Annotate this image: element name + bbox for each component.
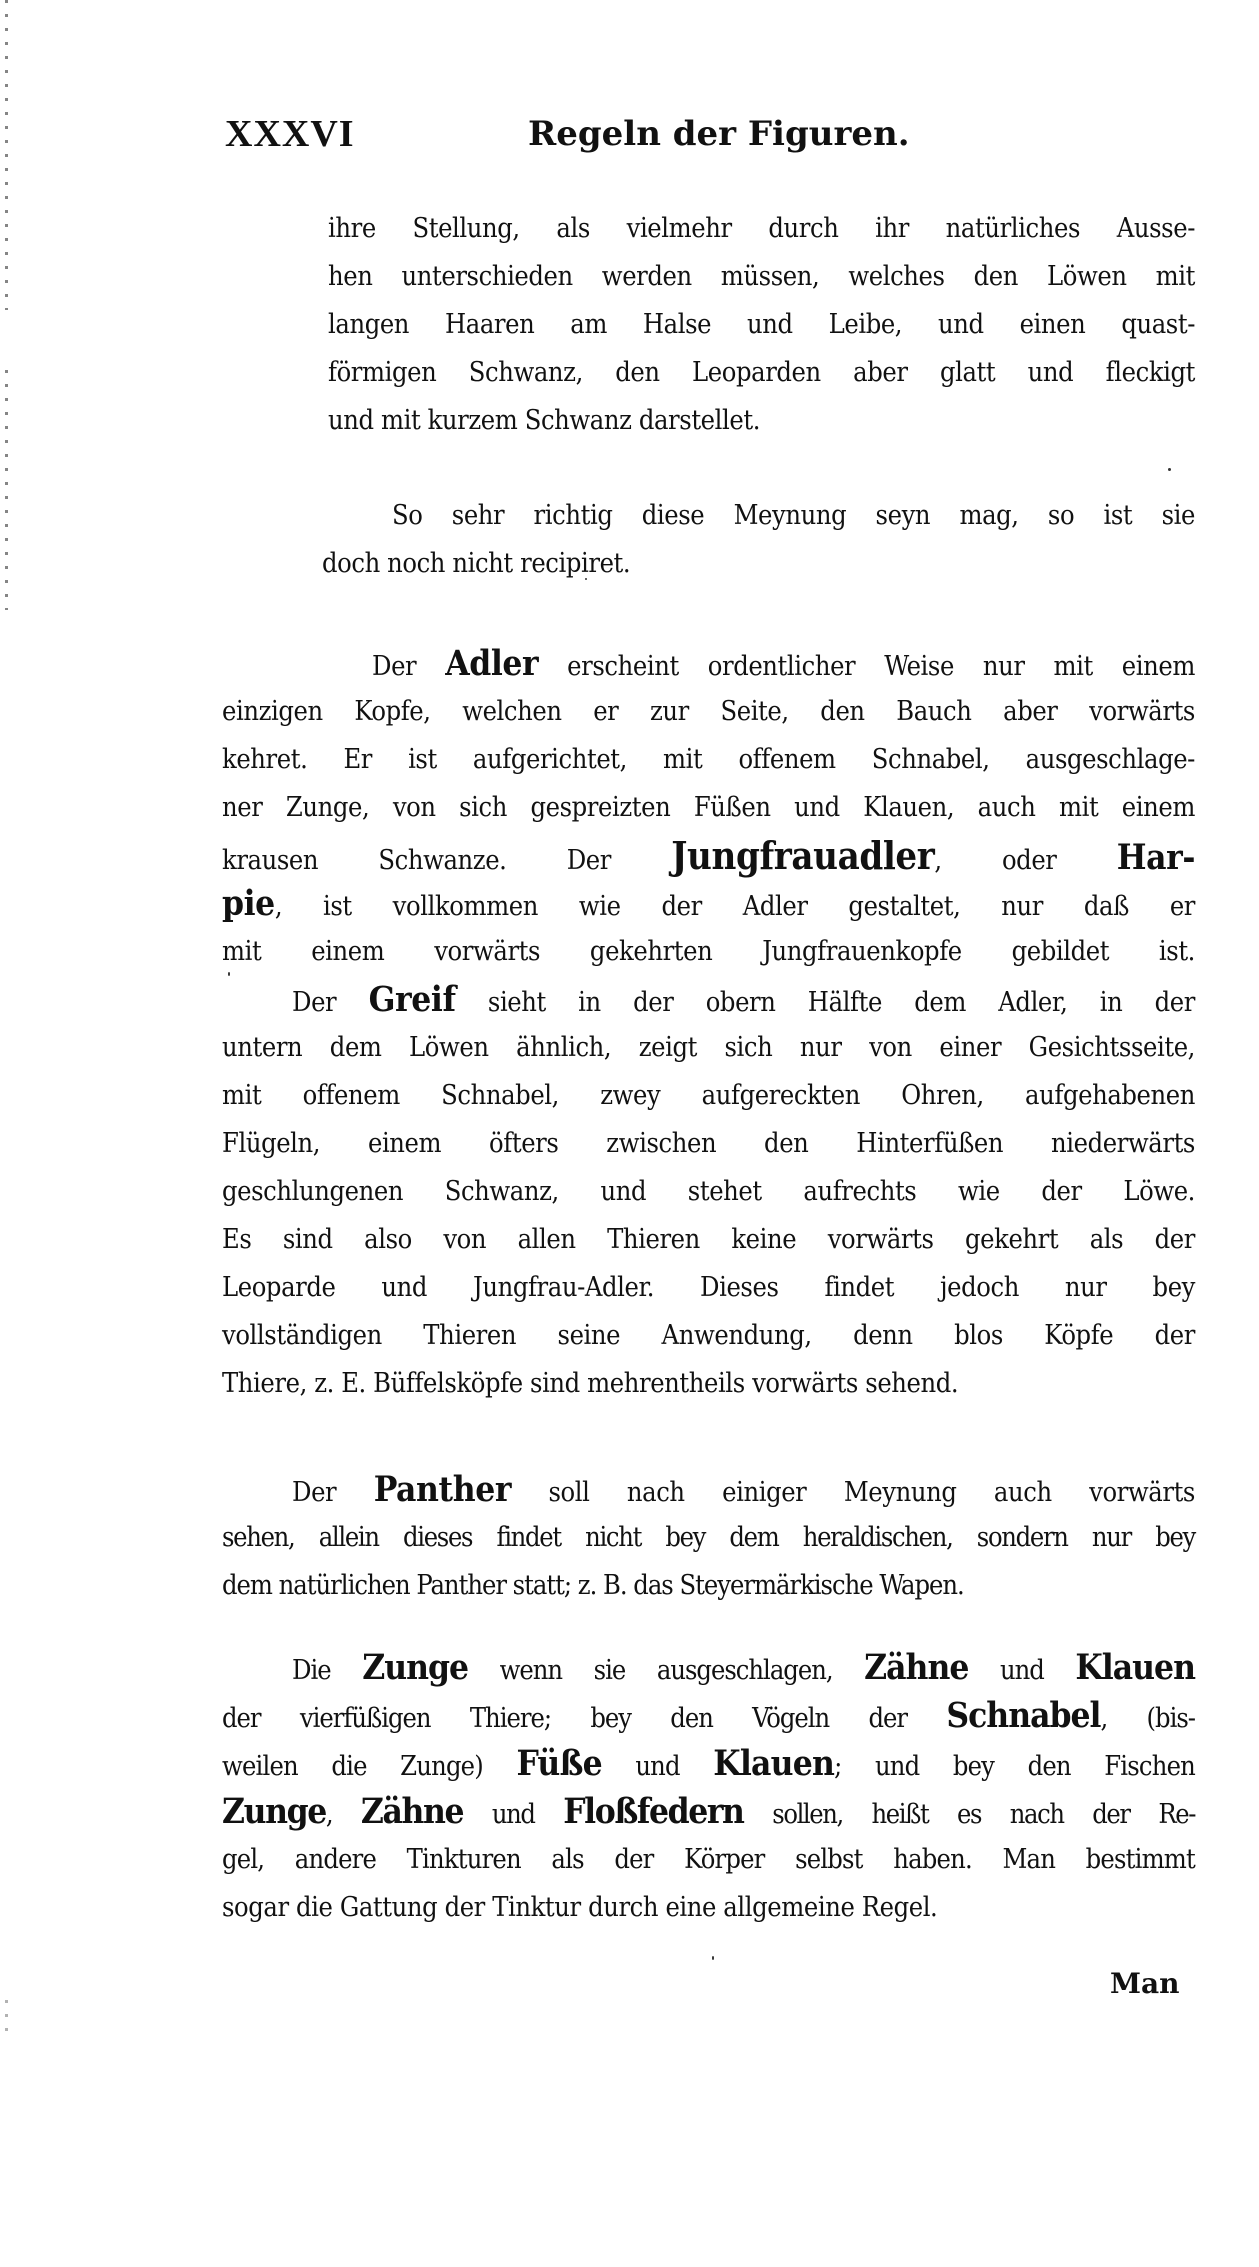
text-line: krausen Schwanze. Der Jungfrauadler, oder Har- xyxy=(222,833,1195,878)
scan-speck xyxy=(712,1956,714,1960)
text-line: Flügeln, einem öfters zwischen den Hinterfüßen niederwärts xyxy=(222,1128,1195,1159)
term-zaehne-2: Zähne xyxy=(360,1791,464,1832)
running-head xyxy=(225,112,1195,156)
term-flossfedern: Floßfedern xyxy=(563,1791,744,1832)
text-line: sogar die Gattung der Tinktur durch eine allgemeine Regel. xyxy=(222,1892,938,1923)
term-klauen: Klauen xyxy=(1075,1647,1195,1688)
term-panther: Panther xyxy=(373,1469,512,1510)
text-line: einzigen Kopfe, welchen er zur Seite, den Bauch aber vorwärts xyxy=(222,696,1195,727)
catchword: Man xyxy=(1110,1967,1180,2000)
scan-speck xyxy=(1168,468,1171,471)
text-line: gel, andere Tinkturen als der Körper selbst haben. Man bestimmt xyxy=(222,1844,1195,1875)
text-line: geschlungenen Schwanz, und stehet aufrechts wie der Löwe. xyxy=(222,1176,1195,1207)
paragraph-eagle-griffin xyxy=(222,640,1195,1408)
text-line: So sehr richtig diese Meynung seyn mag, so ist sie xyxy=(392,500,1195,531)
running-title: Regeln der Figuren. xyxy=(528,114,910,154)
text-line: Der Adler erscheint ordentlicher Weise nur mit einem xyxy=(372,643,1195,684)
term-zaehne: Zähne xyxy=(864,1647,969,1688)
text-line: mit offenem Schnabel, zwey aufgereckten Ohren, aufgehabenen xyxy=(222,1080,1195,1111)
text-line: untern dem Löwen ähnlich, zeigt sich nur von einer Gesichtsseite, xyxy=(222,1032,1195,1063)
text-line: hen unterschieden werden müssen, welches den Löwen mit xyxy=(328,261,1195,292)
term-fuesse: Füße xyxy=(516,1743,602,1784)
paragraph-opinion xyxy=(322,492,1195,588)
scan-edge-artifact xyxy=(5,2000,8,2040)
text-line: Zunge, Zähne und Floßfedern sollen, heißt es nach der Re- xyxy=(222,1791,1195,1832)
page-number: XXXVI xyxy=(225,113,355,155)
paragraph-lion-leopard xyxy=(328,205,1195,445)
text-line: dem natürlichen Panther statt; z. B. das Steyermärkische Wapen. xyxy=(222,1570,964,1601)
text-line: förmigen Schwanz, den Leoparden aber glatt und fleckigt xyxy=(328,357,1195,388)
text-line: der vierfüßigen Thiere; bey den Vögeln der Schnabel, (bis- xyxy=(222,1695,1195,1736)
term-klauen-2: Klauen xyxy=(713,1743,835,1784)
text-line: Die Zunge wenn sie ausgeschlagen, Zähne und Klauen xyxy=(292,1647,1195,1688)
paragraph-tongue-teeth-claws xyxy=(222,1644,1195,1932)
text-line: Der Panther soll nach einiger Meynung auch vorwärts xyxy=(292,1469,1195,1510)
text-line: vollständigen Thieren seine Anwendung, denn blos Köpfe der xyxy=(222,1320,1195,1351)
scan-edge-artifact xyxy=(5,0,8,310)
scan-edge-artifact xyxy=(5,370,8,610)
text-line: Der Greif sieht in der obern Hälfte dem Adler, in der xyxy=(292,979,1195,1020)
text-line: Leoparde und Jungfrau-Adler. Dieses findet jedoch nur bey xyxy=(222,1272,1195,1303)
term-zunge-2: Zunge xyxy=(222,1791,326,1832)
text-line: Es sind also von allen Thieren keine vorwärts gekehrt als der xyxy=(222,1224,1195,1255)
text-line: langen Haaren am Halse und Leibe, und einen quast- xyxy=(328,309,1195,340)
text-line: und mit kurzem Schwanz darstellet. xyxy=(328,405,761,436)
term-jungfrauadler: Jungfrauadler xyxy=(671,833,935,878)
term-harpie: Har- xyxy=(1116,837,1195,878)
text-line: ihre Stellung, als vielmehr durch ihr natürliches Ausse- xyxy=(328,213,1195,244)
text-line: pie, ist vollkommen wie der Adler gestaltet, nur daß er xyxy=(222,883,1195,924)
term-harpie-cont: pie xyxy=(222,883,275,924)
text-line: ner Zunge, von sich gespreizten Füßen und Klauen, auch mit einem xyxy=(222,792,1195,823)
text-line: Thiere, z. E. Büffelsköpfe sind mehrentheils vorwärts sehend. xyxy=(222,1368,959,1399)
term-schnabel: Schnabel xyxy=(946,1695,1101,1736)
paragraph-panther xyxy=(222,1466,1195,1610)
text-line: weilen die Zunge) Füße und Klauen; und bey den Fischen xyxy=(222,1743,1195,1784)
text-line: sehen, allein dieses findet nicht bey dem heraldischen, sondern nur bey xyxy=(222,1522,1195,1553)
text-line: doch noch nicht recipiret. xyxy=(322,548,631,579)
term-zunge: Zunge xyxy=(362,1647,469,1688)
text-line: mit einem vorwärts gekehrten Jungfrauenkopfe gebildet ist. xyxy=(222,936,1195,967)
term-greif: Greif xyxy=(368,979,456,1020)
text-line: kehret. Er ist aufgerichtet, mit offenem Schnabel, ausgeschlage- xyxy=(222,744,1195,775)
term-adler: Adler xyxy=(445,643,539,684)
